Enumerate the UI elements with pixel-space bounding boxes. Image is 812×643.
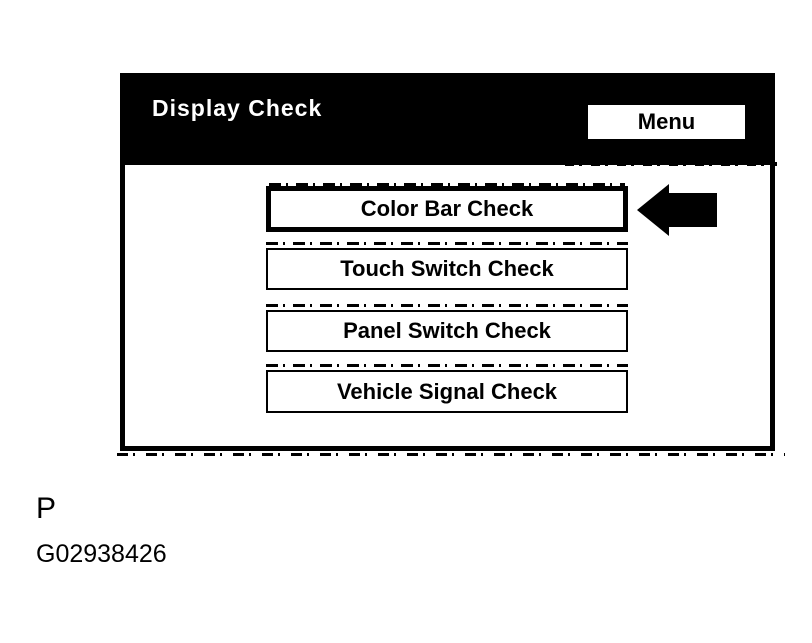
screen-header [120,73,775,165]
arrow-left-icon [637,182,717,238]
figure-id: G02938426 [36,540,167,568]
scan-artifact-line [565,162,777,166]
screen-title: Display Check [152,95,323,121]
button-vehicle-signal-check[interactable]: Vehicle Signal Check [266,370,628,413]
display-check-screen [120,73,775,451]
button-color-bar-check[interactable]: Color Bar Check [266,186,628,232]
button-touch-switch-check[interactable]: Touch Switch Check [266,248,628,290]
menu-button[interactable]: Menu [588,105,745,139]
button-panel-switch-check[interactable]: Panel Switch Check [266,310,628,352]
scan-artifact-line-bottom [117,453,785,456]
figure-label: P [36,492,57,525]
